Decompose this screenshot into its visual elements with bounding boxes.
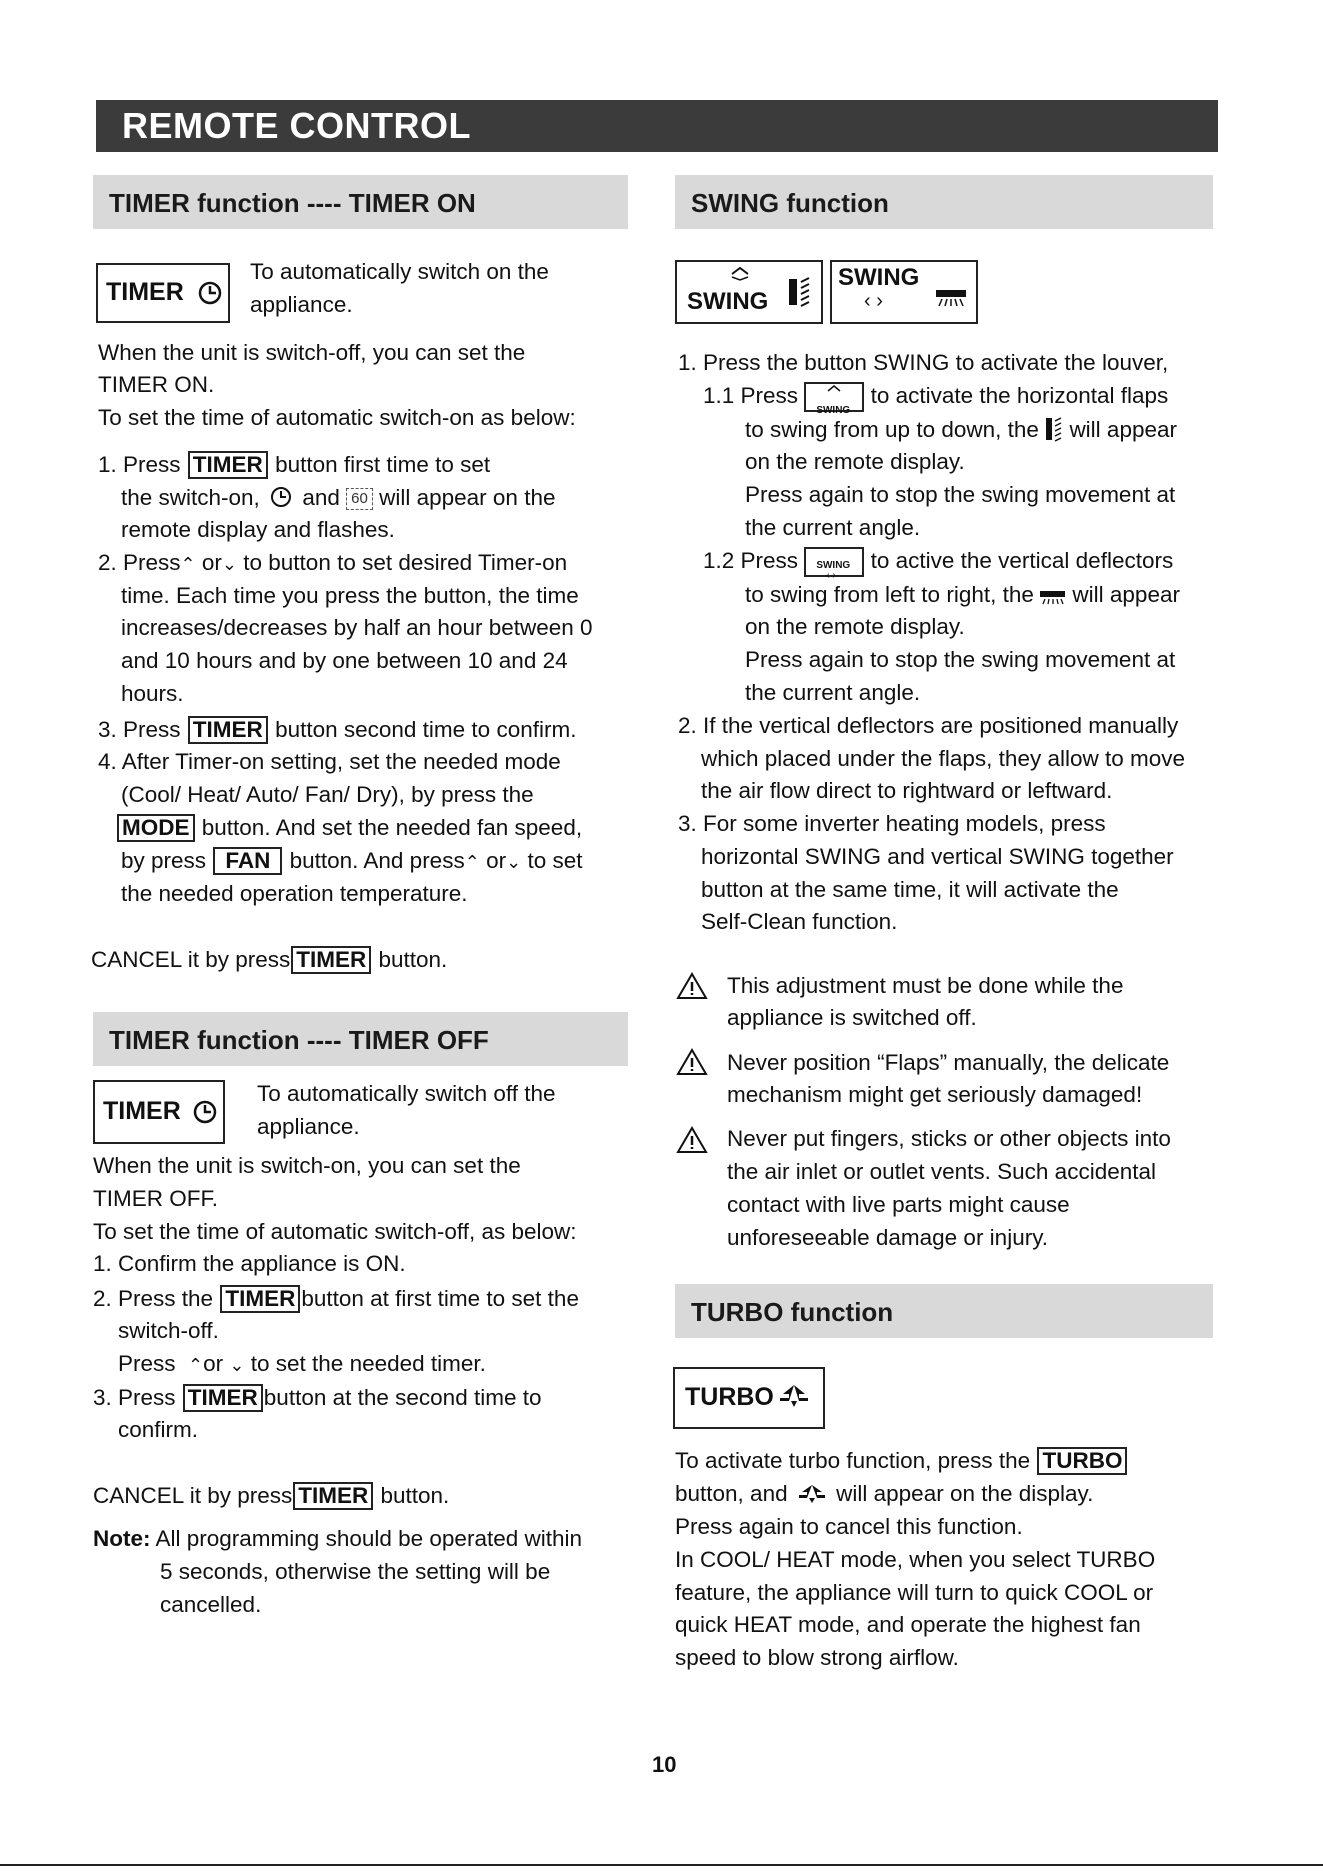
turbo-line-2: button, and will appear on the display.	[675, 1481, 1094, 1506]
swing-step-2a: 2. If the vertical deflectors are positioned manually	[678, 713, 1179, 738]
timer-on-step-2a: 2. Press⌃ or⌄ to button to set desired Timer-on	[98, 550, 568, 575]
swing-step-1-1c: on the remote display.	[745, 449, 965, 474]
timer-on-intro-1: When the unit is switch-off, you can set the	[98, 340, 526, 365]
swing-step-2c: the air flow direct to rightward or leftward.	[701, 778, 1113, 803]
timer-button-label: TIMER	[103, 1097, 181, 1125]
note-label: Note:	[93, 1526, 151, 1551]
warning-3-line-4: unforeseeable damage or injury.	[727, 1225, 1049, 1250]
swing-step-1-1a: 1.1 Press SWING to activate the horizontal flaps	[703, 383, 1169, 417]
swing-heading-bar	[675, 175, 1213, 229]
turbo-heading-bar	[675, 1284, 1213, 1338]
timer-on-desc-2: appliance.	[250, 292, 353, 317]
mode-key: MODE	[117, 814, 195, 842]
turbo-icon	[798, 1484, 826, 1504]
timer-on-heading: TIMER function ---- TIMER ON	[109, 188, 476, 218]
page-number: 10	[652, 1752, 677, 1777]
timer-on-heading-bar	[93, 175, 628, 229]
timer-off-desc-2: appliance.	[257, 1114, 360, 1139]
up-arrow-icon: ⌃	[188, 1355, 204, 1375]
swing-step-1-2b: to swing from left to right, the will appear	[745, 582, 1180, 607]
swing-step-1-1b: to swing from up to down, the will appear	[745, 417, 1177, 442]
timer-on-intro-3: To set the time of automatic switch-on as below:	[98, 405, 576, 430]
fan-key: FAN	[213, 847, 282, 875]
warning-icon	[676, 1126, 708, 1154]
up-arrow-icon: ⌃	[180, 554, 196, 574]
note-line-2: 5 seconds, otherwise the setting will be	[160, 1559, 551, 1584]
swing-heading: SWING function	[691, 188, 889, 218]
timer-on-step-2c: increases/decreases by half an hour between 0	[121, 615, 593, 640]
timer-on-step-4d: by press FAN button. And press⌃ or⌄ to set	[121, 848, 583, 873]
turbo-line-7: speed to blow strong airflow.	[675, 1645, 959, 1670]
timer-off-step-2a: 2. Press the TIMER button at first time to set the	[93, 1286, 579, 1311]
timer-off-intro-1: When the unit is switch-on, you can set the	[93, 1153, 521, 1178]
swing-step-3a: 3. For some inverter heating models, press	[678, 811, 1106, 836]
turbo-button-illustration	[673, 1367, 825, 1429]
timer-off-intro-2: TIMER OFF.	[93, 1186, 218, 1211]
warning-icon	[676, 1048, 708, 1076]
swing-vertical-mini-button: SWING ‹ ›	[804, 547, 864, 577]
note-line-1: Note: All programming should be operated within	[93, 1526, 583, 1551]
timer-off-step-2b: switch-off.	[118, 1318, 219, 1343]
swing-step-3d: Self-Clean function.	[701, 909, 898, 934]
up-chevron-icon	[827, 385, 841, 394]
warning-3-line-2: the air inlet or outlet vents. Such accidental	[727, 1159, 1156, 1184]
timer-on-intro-2: TIMER ON.	[98, 372, 215, 397]
swing-step-1-1e: the current angle.	[745, 515, 921, 540]
turbo-line-4: In COOL/ HEAT mode, when you select TURBO	[675, 1547, 1156, 1572]
warning-2-line-2: mechanism might get seriously damaged!	[727, 1082, 1143, 1107]
lcd-display-icon: 60	[346, 488, 373, 510]
swing-horizontal-mini-button: SWING	[804, 382, 864, 412]
warning-3-line-1: Never put fingers, sticks or other objects into	[727, 1126, 1171, 1151]
timer-on-step-1b: the switch-on, and 60 will appear on the	[121, 485, 556, 510]
louver-horizontal-icon	[1040, 587, 1066, 605]
timer-off-step-3a: 3. Press TIMER button at the second time to	[93, 1385, 542, 1410]
note-line-3: cancelled.	[160, 1592, 262, 1617]
clock-icon	[270, 486, 292, 508]
timer-off-intro-3: To set the time of automatic switch-off, as below:	[93, 1219, 577, 1244]
left-right-chevron-icon: ‹ ›	[864, 290, 883, 312]
bottom-rule	[0, 1864, 1323, 1866]
timer-off-step-3b: confirm.	[118, 1417, 199, 1442]
swing-step-3b: horizontal SWING and vertical SWING together	[701, 844, 1174, 869]
turbo-icon	[779, 1383, 809, 1409]
swing-label: SWING	[687, 288, 769, 315]
timer-on-step-1c: remote display and flashes.	[121, 517, 395, 542]
timer-on-desc-1: To automatically switch on the	[250, 259, 549, 284]
timer-key: TIMER	[293, 1482, 373, 1510]
swing-step-2b: which placed under the flaps, they allow to move	[701, 746, 1186, 771]
turbo-line-3: Press again to cancel this function.	[675, 1514, 1023, 1539]
swing-step-1: 1. Press the button SWING to activate the louver,	[678, 350, 1169, 375]
timer-on-step-2b: time. Each time you press the button, the time	[121, 583, 579, 608]
swing-vertical-button-illustration	[830, 260, 978, 324]
timer-off-cancel: CANCEL it by press TIMER button.	[93, 1483, 450, 1508]
clock-icon	[198, 281, 222, 305]
down-arrow-icon: ⌄	[229, 1355, 245, 1375]
page-title: REMOTE CONTROL	[122, 105, 471, 146]
up-down-chevron-icon	[729, 266, 751, 280]
swing-step-3c: button at the same time, it will activate the	[701, 877, 1119, 902]
turbo-button-label: TURBO	[685, 1383, 774, 1411]
timer-off-desc-1: To automatically switch off the	[257, 1081, 556, 1106]
timer-on-step-4e: the needed operation temperature.	[121, 881, 468, 906]
timer-on-step-2e: hours.	[121, 681, 184, 706]
swing-step-1-2d: Press again to stop the swing movement at	[745, 647, 1176, 672]
turbo-line-1: To activate turbo function, press the TURBO	[675, 1445, 1128, 1477]
warning-2-line-1: Never position “Flaps” manually, the delicate	[727, 1050, 1170, 1075]
turbo-heading: TURBO function	[691, 1297, 894, 1327]
timer-off-step-2c: Press ⌃or ⌄ to set the needed timer.	[118, 1351, 486, 1376]
swing-step-1-1d: Press again to stop the swing movement at	[745, 482, 1176, 507]
swing-step-1-2e: the current angle.	[745, 680, 921, 705]
warning-1-line-2: appliance is switched off.	[727, 1005, 977, 1030]
timer-key: TIMER	[183, 1384, 263, 1412]
down-arrow-icon: ⌄	[221, 554, 237, 574]
timer-key: TIMER	[220, 1285, 300, 1313]
timer-on-step-4b: (Cool/ Heat/ Auto/ Fan/ Dry), by press the	[121, 782, 534, 807]
timer-key: TIMER	[188, 451, 268, 479]
timer-off-heading: TIMER function ---- TIMER OFF	[109, 1025, 489, 1055]
louver-vertical-icon	[1045, 417, 1063, 441]
louver-vertical-icon	[787, 276, 813, 310]
turbo-key: TURBO	[1037, 1447, 1127, 1475]
timer-off-button-illustration	[93, 1080, 225, 1144]
turbo-line-6: quick HEAT mode, and operate the highest fan	[675, 1612, 1141, 1637]
warning-1-line-1: This adjustment must be done while the	[727, 973, 1124, 998]
up-arrow-icon: ⌃	[464, 852, 480, 872]
timer-off-heading-bar	[93, 1012, 628, 1066]
swing-step-1-2c: on the remote display.	[745, 614, 965, 639]
swing-horizontal-button-illustration	[675, 260, 823, 324]
timer-on-cancel: CANCEL it by press TIMER button.	[91, 947, 448, 972]
left-right-chevron-icon: ‹ ›	[826, 570, 836, 582]
title-bar	[96, 100, 1218, 152]
timer-key: TIMER	[188, 716, 268, 744]
timer-on-button-illustration	[96, 263, 230, 323]
down-arrow-icon: ⌄	[506, 852, 522, 872]
timer-on-step-4c: MODE button. And set the needed fan speed,	[116, 812, 582, 844]
timer-on-step-2d: and 10 hours and by one between 10 and 24	[121, 648, 568, 673]
timer-on-step-4a: 4. After Timer-on setting, set the needed mode	[98, 749, 561, 774]
warning-3-line-3: contact with live parts might cause	[727, 1192, 1070, 1217]
turbo-line-5: feature, the appliance will turn to quick COOL or	[675, 1580, 1154, 1605]
timer-off-step-1: 1. Confirm the appliance is ON.	[93, 1251, 406, 1276]
timer-on-step-1a: 1. Press TIMER button first time to set	[98, 452, 491, 477]
warning-icon	[676, 972, 708, 1000]
swing-label: SWING	[838, 264, 920, 291]
timer-on-step-3: 3. Press TIMER button second time to confirm.	[98, 717, 577, 742]
timer-button-label: TIMER	[106, 278, 184, 306]
clock-icon	[193, 1100, 217, 1124]
swing-step-1-2a: 1.2 Press SWING ‹ › to active the vertical deflectors	[703, 545, 1173, 577]
louver-horizontal-icon	[936, 282, 968, 308]
timer-key: TIMER	[291, 946, 371, 974]
